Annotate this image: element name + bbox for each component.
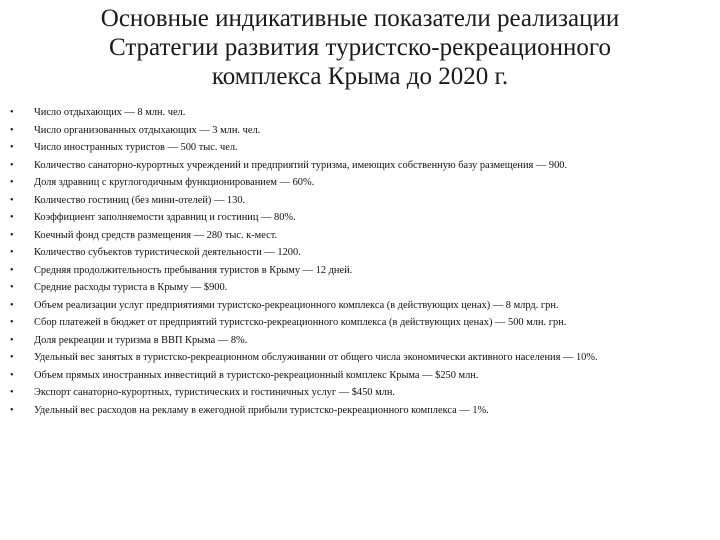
list-item <box>0 299 720 313</box>
list-item <box>0 264 720 278</box>
list-item <box>0 351 720 365</box>
list-item <box>0 404 720 418</box>
bullet-icon: • <box>10 194 14 206</box>
list-item-text: Количество субъектов туристической деятельности — 1200. <box>34 247 301 258</box>
bullet-icon: • <box>10 124 14 136</box>
title-line: Основные индикативные показатели реализации <box>100 5 620 32</box>
list-item <box>0 211 720 225</box>
list-item-text: Количество гостиниц (без мини-отелей) — 130. <box>34 194 246 206</box>
list-item-text: Экспорт санаторно-курортных, туристических и гостиничных услуг — $450 млн. <box>34 387 396 398</box>
bullet-icon: • <box>10 299 14 311</box>
bullet-icon: • <box>10 404 14 416</box>
title-line: Стратегии развития туристско-рекреационного <box>108 34 611 61</box>
list-item-text: Объем прямых иностранных инвестиций в туристско-рекреационный комплекс Крыма — $250 млн. <box>34 369 479 381</box>
bullet-icon: • <box>10 317 14 328</box>
list-item-text: Коэффициент заполняемости здравниц и гостиниц — 80%. <box>34 212 296 223</box>
bullet-icon: • <box>10 212 14 223</box>
bullet-icon: • <box>10 264 14 276</box>
bullet-icon: • <box>10 142 14 153</box>
list-item-text: Коечный фонд средств размещения — 280 тыс. к-мест. <box>34 229 278 241</box>
title-line: комплекса Крыма до 2020 г. <box>211 63 509 90</box>
list-item <box>0 124 720 138</box>
list-item <box>0 386 720 400</box>
bullet-icon: • <box>10 282 14 293</box>
list-item-text: Средняя продолжительность пребывания туристов в Крыму — 12 дней. <box>34 264 353 276</box>
list-item <box>0 106 720 120</box>
list-item-text: Объем реализации услуг предприятиями туристско-рекреационного комплекса (в действующих ценах) — 8 млрд. грн. <box>34 299 559 311</box>
indicator-list <box>0 106 720 421</box>
bullet-icon: • <box>10 159 14 171</box>
list-item <box>0 176 720 190</box>
slide-title <box>40 4 680 91</box>
list-item <box>0 194 720 208</box>
list-item-text: Число иностранных туристов — 500 тыс. чел. <box>34 142 238 153</box>
list-item <box>0 159 720 173</box>
list-item-text: Число организованных отдыхающих — 3 млн. чел. <box>34 124 261 136</box>
bullet-icon: • <box>10 369 14 381</box>
list-item <box>0 334 720 348</box>
list-item <box>0 316 720 330</box>
bullet-icon: • <box>10 334 14 346</box>
list-item-text: Сбор платежей в бюджет от предприятий туристско-рекреационного комплекса (в действующих ценах) — 500 млн. грн. <box>34 317 567 328</box>
list-item <box>0 141 720 155</box>
list-item <box>0 229 720 243</box>
list-item-text: Доля рекреации и туризма в ВВП Крыма — 8%. <box>34 334 248 346</box>
list-item-text: Удельный вес занятых в туристско-рекреационном обслуживании от общего числа экономически активного населения — 10%. <box>34 352 598 363</box>
list-item <box>0 369 720 383</box>
bullet-icon: • <box>10 107 14 118</box>
list-item-text: Доля здравниц с круглогодичным функционированием — 60%. <box>34 177 315 188</box>
list-item-text: Количество санаторно-курортных учреждений и предприятий туризма, имеющих собственную базу размещения — 900. <box>34 159 568 171</box>
list-item <box>0 281 720 295</box>
bullet-icon: • <box>10 229 14 241</box>
bullet-icon: • <box>10 247 14 258</box>
list-item <box>0 246 720 260</box>
bullet-icon: • <box>10 387 14 398</box>
bullet-icon: • <box>10 177 14 188</box>
list-item-text: Число отдыхающих — 8 млн. чел. <box>34 107 186 118</box>
list-item-text: Средние расходы туриста в Крыму — $900. <box>34 282 228 293</box>
list-item-text: Удельный вес расходов на рекламу в ежегодной прибыли туристско-рекреационного комплекса — 1%. <box>34 404 489 416</box>
bullet-icon: • <box>10 352 14 363</box>
